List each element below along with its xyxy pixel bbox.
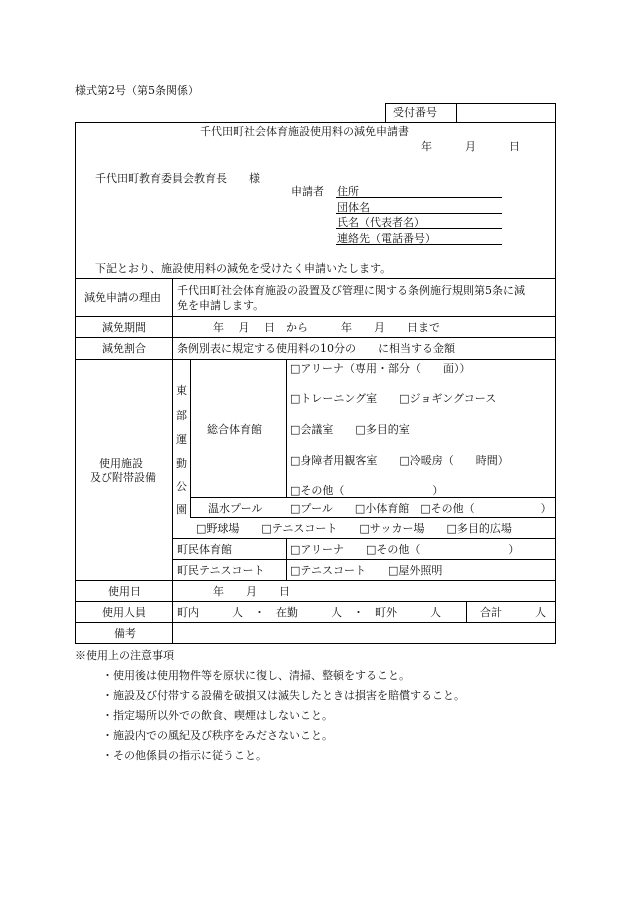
date-line: 年 月 日 (421, 140, 520, 153)
label-column-divider (172, 278, 173, 644)
pool-label: 温水プール (208, 502, 263, 515)
note-item: ・施設内での風紀及び秩序をみださないこと。 (102, 729, 333, 742)
reason-text: 千代田町社会体育施設の設置及び管理に関する条例施行規則第5条に減 (177, 284, 525, 297)
note-item: ・指定場所以外での飲食、喫煙はしないこと。 (102, 709, 333, 722)
frame-right (555, 122, 556, 644)
facility-line (190, 517, 556, 518)
addressee: 千代田町教育委員会教育長 様 (95, 172, 260, 185)
row-line (75, 316, 556, 317)
form-title: 千代田町社会体育施設使用料の減免申請書 (200, 125, 409, 138)
facility-label: 及び附帯設備 (90, 471, 156, 484)
gym-item: □トレーニング室 □ジョギングコース (290, 392, 497, 405)
applicant-group: 団体名 (337, 201, 370, 214)
notes-heading: ※使用上の注意事項 (75, 649, 174, 662)
reason-text: 免を申請します。 (177, 299, 265, 312)
gym-item: □その他（ ） (290, 484, 444, 497)
ratio-label: 減免割合 (102, 342, 146, 355)
town-gym-label: 町民体育館 (177, 543, 232, 556)
period-text: 年 月 日 から 年 月 日まで (213, 321, 440, 334)
frame-top (75, 122, 556, 123)
park-column-divider (190, 359, 191, 517)
receipt-box-top (385, 103, 556, 104)
facility-name-divider (286, 359, 287, 497)
applicant-address: 住所 (337, 185, 359, 198)
gym-item: □身障者用観客室 □冷暖房（ 時間） (290, 454, 509, 467)
gym-item: □アリーナ（専用・部分（ 面）） (290, 362, 471, 375)
note-item: ・その他係員の指示に従うこと。 (102, 749, 267, 762)
park-char: 動 (176, 457, 187, 470)
use-date-text: 年 月 日 (213, 585, 290, 598)
frame-bottom (75, 643, 556, 644)
receipt-box-right (555, 103, 556, 122)
applicant-name: 氏名（代表者名） (337, 216, 425, 229)
receipt-label: 受付番号 (393, 106, 437, 119)
reason-label: 減免申請の理由 (84, 291, 161, 304)
row-line (75, 359, 556, 360)
row-line (75, 622, 556, 623)
users-total: 合計 人 (480, 606, 546, 619)
facility-label: 使用施設 (99, 457, 143, 470)
tennis-items: □テニスコート □屋外照明 (290, 564, 443, 577)
park-char: 公 (176, 480, 187, 493)
park-char: 運 (176, 433, 187, 446)
row-line (75, 580, 556, 581)
facility-line (172, 559, 556, 560)
ratio-text: 条例別表に規定する使用料の10分の に相当する金額 (177, 342, 455, 355)
row-line (75, 601, 556, 602)
park-char: 東 (176, 384, 187, 397)
note-item: ・施設及び付帯する設備を破損又は滅失したときは損害を賠償すること。 (102, 689, 465, 702)
facility-line (190, 497, 556, 498)
facility-line (172, 538, 556, 539)
outdoor-items: □野球場 □テニスコート □サッカー場 □多目的広場 (196, 522, 512, 535)
pool-items: □プール □小体育館 □その他（ ） (290, 502, 552, 515)
users-text: 町内 人 ・ 在勤 人 ・ 町外 人 (177, 606, 441, 619)
gym-label: 総合体育館 (207, 423, 262, 436)
use-date-label: 使用日 (108, 585, 141, 598)
applicant-label: 申請者 (291, 185, 324, 198)
applicant-contact: 連絡先（電話番号） (337, 232, 436, 245)
tennis-label: 町民テニスコート (177, 564, 265, 577)
receipt-box-left (385, 103, 386, 122)
period-label: 減免期間 (102, 321, 146, 334)
note-item: ・使用後は使用物件等を原状に復し、清掃、整頓をすること。 (102, 669, 410, 682)
receipt-box-divider (456, 103, 457, 122)
frame-left (75, 122, 76, 644)
intro-sentence: 下記とおり、施設使用料の減免を受けたく申請いたします。 (95, 262, 392, 275)
row-line (75, 278, 556, 279)
users-label: 使用人員 (102, 606, 146, 619)
row-line (75, 337, 556, 338)
form-number: 様式第2号（第5条関係） (75, 84, 199, 97)
gym-item: □会議室 □多目的室 (290, 423, 410, 436)
town-gym-items: □アリーナ □その他（ ） (290, 543, 520, 556)
park-char: 園 (176, 503, 187, 516)
park-char: 部 (176, 409, 187, 422)
users-total-divider (466, 601, 467, 622)
remarks-label: 備考 (114, 627, 136, 640)
applicant-underline (336, 197, 502, 198)
